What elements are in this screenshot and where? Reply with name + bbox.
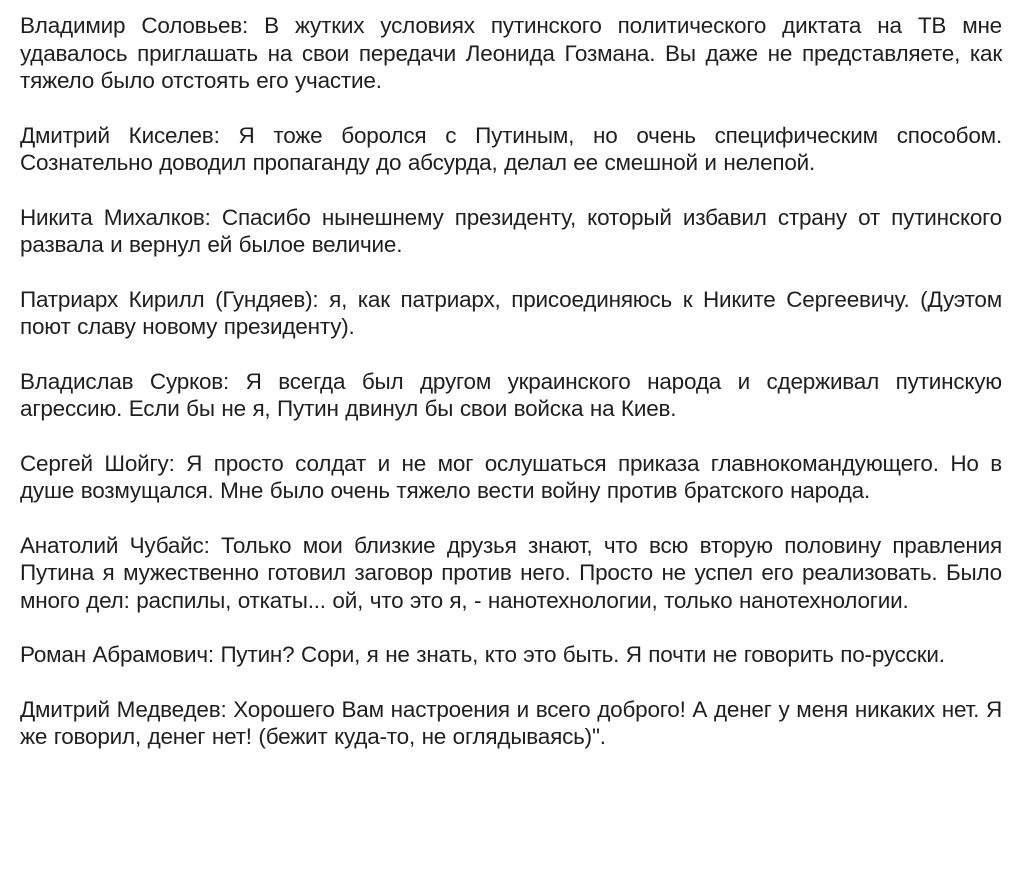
paragraph-abramovich: Роман Абрамович: Путин? Сори, я не знать, кто это быть. Я почти не говорить по-русски. [20,642,945,667]
paragraph-medvedev: Дмитрий Медведев: Хорошего Вам настроения и всего доброго! А денег у меня никаких нет. Я же говорил, денег нет! (бежит куда-то, не оглядываясь)". [20,696,1002,749]
paragraph-chubais: Анатолий Чубайс: Только мои близкие друзья знают, что всю вторую половину правления Путина я мужественно готовил заговор против него. Просто не успел его реализовать. Было много дел: распилы, откаты... ой, что это я, - нанотехнологии, только нанотехнологии. [20,532,1002,613]
paragraph-kiselev: Дмитрий Киселев: Я тоже боролся с Путиным, но очень специфическим способом. Сознательно доводил пропаганду до абсурда, делал ее смешной и нелепой. [20,122,1002,175]
paragraph-solovyov: Владимир Соловьев: В жутких условиях путинского политического диктата на ТВ мне удавалось приглашать на свои передачи Леонида Гозмана. Вы даже не представляете, как тяжело было отстоять его участие. [20,13,1002,93]
paragraph-shoigu: Сергей Шойгу: Я просто солдат и не мог ослушаться приказа главнокомандующего. Но в душе возмущался. Мне было очень тяжело вести войну против братского народа. [20,450,1002,503]
paragraph-kirill: Патриарх Кирилл (Гундяев): я, как патриарх, присоединяюсь к Никите Сергеевичу. (Дуэтом поют славу новому президенту). [20,286,1002,339]
paragraph-surkov: Владислав Сурков: Я всегда был другом украинского народа и сдерживал путинскую агрессию. Если бы не я, Путин двинул бы свои войска на Киев. [20,368,1002,421]
paragraph-mikhalkov: Никита Михалков: Спасибо нынешнему президенту, который избавил страну от путинского развала и вернул ей былое величие. [20,204,1002,257]
